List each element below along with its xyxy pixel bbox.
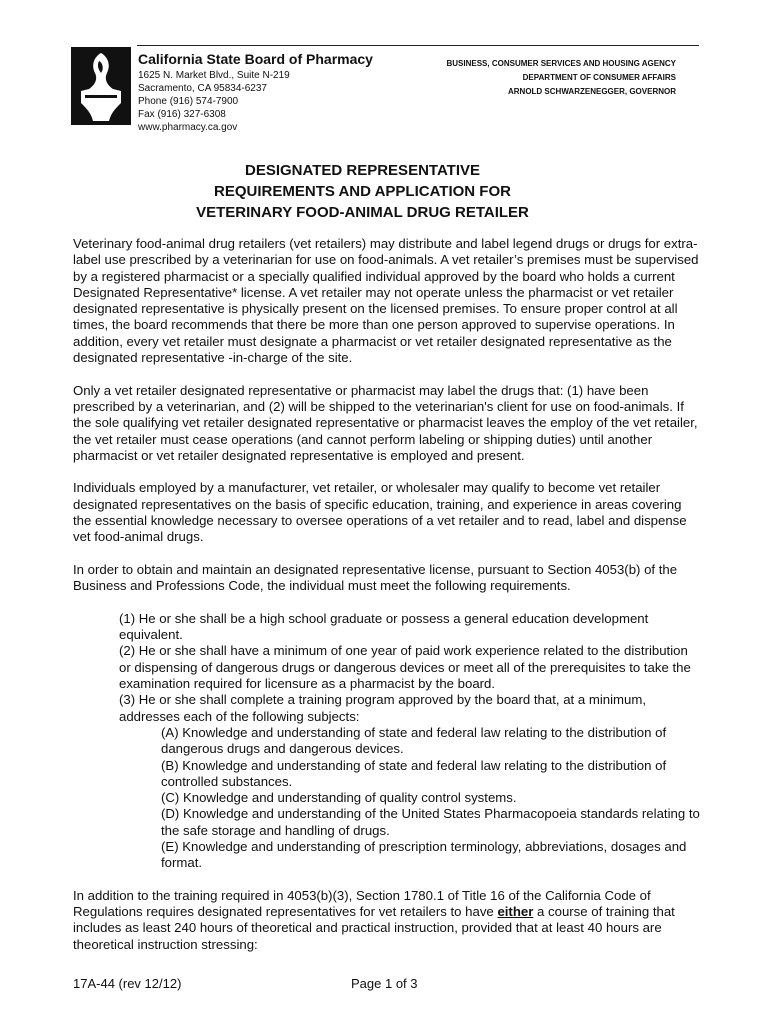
emphasis-either: either [497,904,534,920]
requirements-list [119,611,700,872]
department-line: DEPARTMENT OF CONSUMER AFFAIRS [522,73,676,82]
document-title [150,160,575,223]
website-line: www.pharmacy.ca.gov [138,122,238,133]
title-line: DESIGNATED REPRESENTATIVE [244,162,481,179]
title-line: VETERINARY FOOD-ANIMAL DRUG RETAILER [196,204,529,221]
subjects-list [161,725,700,872]
agency-line: BUSINESS, CONSUMER SERVICES AND HOUSING AGENCY [446,59,676,68]
training-text-end: a course of training that includes as least 240 hours of theoretical and practical instruction, provided that at least 40 hours are theoretical instruction stressing: [73,904,675,952]
subject-item: (E) Knowledge and understanding of prescription terminology, abbreviations, dosages and format. [161,838,687,871]
intro-paragraph: Veterinary food-animal drug retailers (vet retailers) may distribute and label legend drugs or drugs for extra-label use prescribed by a veterinarian for use on food-animals. A vet retailer’s premises must be supervised by a registered pharmacist or a specially qualified individual approved by the board who holds a current Designated Representative* license. A vet retailer may not operate unless the pharmacist or vet retailer designated representative is physically present on the licensed premises. To ensure proper control at all times, the board recommends that there be more than one person approved to supervise operations. In addition, every vet retailer must designate a pharmacist or vet retailer designated representative as the designated representative -in-charge of the site. [73,236,699,366]
labeling-paragraph: Only a vet retailer designated representative or pharmacist may label the drugs that: (1) have been prescribed by a veterinarian, and (2) will be shipped to the veterinarian's client for use on food-animals. If the sole qualifying vet retailer designated representative or pharmacist leaves the employ of the vet retailer, the vet retailer must cease operations (and cannot perform labeling or shipping duties) until another pharmacist or vet retailer designated representative is employed and present. [73,382,698,463]
document-body [73,236,700,969]
board-logo [71,47,131,125]
subject-item: (A) Knowledge and understanding of state and federal law relating to the distribution of dangerous drugs and dangerous devices. [161,724,667,757]
subject-item: (D) Knowledge and understanding of the United States Pharmacopoeia standards relating to the safe storage and handling of drugs. [161,806,700,838]
address-line: Sacramento, CA 95834-6237 [138,83,267,94]
header-rule [137,45,699,46]
address-line: 1625 N. Market Blvd., Suite N-219 [138,70,290,81]
mortar-pestle-logo-icon [71,47,131,125]
phone-line: Phone (916) 574-7900 [138,96,239,107]
training-text: In addition to the training required in 4053(b)(3), Section 1780.1 of Title 16 of the California Code of Regulations requires designated representatives for vet retailers to have [73,887,651,920]
training-paragraph [73,888,700,953]
requirement-item: (3) He or she shall complete a training program approved by the board that, at a minimum, addresses each of the following subjects: [119,692,647,724]
title-line: REQUIREMENTS AND APPLICATION FOR [214,183,511,200]
subject-item: (B) Knowledge and understanding of state and federal law relating to the distribution of controlled substances. [161,757,667,789]
board-address [138,69,290,134]
eligibility-paragraph: Individuals employed by a manufacturer, vet retailer, or wholesaler may qualify to become vet retailer designated representatives on the basis of specific education, training, and experience in areas covering the essential knowledge necessary to oversee operations of a vet retailer and to read, label and dispense vet food-animal drugs. [73,480,687,545]
requirement-item: (2) He or she shall have a minimum of one year of paid work experience related to the distribution or dispensing of dangerous drugs or dangerous devices or meet all of the prerequisites to take the examination required for licensure as a pharmacist by the board. [119,643,691,692]
fax-line: Fax (916) 327-6308 [138,109,226,120]
page-number: Page 1 of 3 [351,976,418,991]
board-name: California State Board of Pharmacy [138,51,373,67]
license-paragraph: In order to obtain and maintain an designated representative license, pursuant to Section 4053(b) of the Business and Professions Code, the individual must meet the following requirements. [73,561,678,594]
requirement-item: (1) He or she shall be a high school graduate or possess a general education development equivalent. [119,610,649,643]
agency-block [446,57,676,99]
form-number: 17A-44 (rev 12/12) [73,976,182,991]
governor-line: ARNOLD SCHWARZENEGGER, GOVERNOR [507,87,676,96]
subject-item: (C) Knowledge and understanding of quality control systems. [161,790,517,806]
